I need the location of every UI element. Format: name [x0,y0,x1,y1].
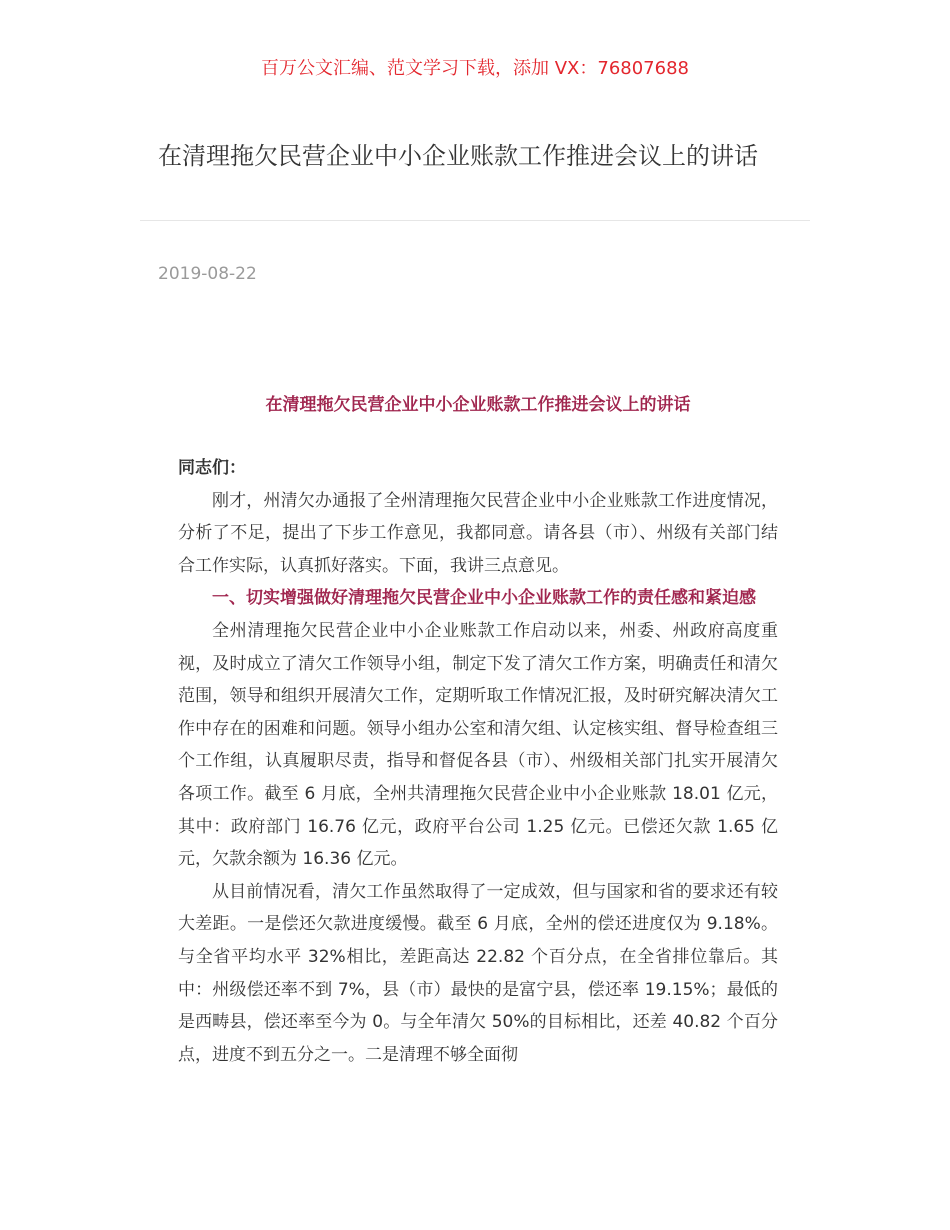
salutation: 同志们： [178,458,246,478]
article-body [178,390,778,1071]
paragraph-intro: 刚才，州清欠办通报了全州清理拖欠民营企业中小企业账款工作进度情况，分析了不足，提出了下步工作意见，我都同意。请各县（市）、州级有关部门结合工作实际，认真抓好落实。下面，我讲三点意见。 [178,490,778,576]
title-divider [140,220,810,221]
paragraph-progress: 全州清理拖欠民营企业中小企业账款工作启动以来，州委、州政府高度重视，及时成立了清欠工作领导小组，制定下发了清欠工作方案，明确责任和清欠范围，领导和组织开展清欠工作，定期听取工作情况汇报，及时研究解决清欠工作中存在的困难和问题。领导小组办公室和清欠组、认定核实组、督导检查组三个工作组，认真履职尽责，指导和督促各县（市）、州级相关部门扎实开展清欠各项工作。截至 6 月底，全州共清理拖欠民营企业中小企业账款 18.01 亿元，其中：政府部门 16.76 亿元，政府平台公司 1.25 亿元。已偿还欠款 1.65 亿元，欠款余额为 16.36 亿元。 [178,620,778,870]
paragraph-gap: 从目前情况看，清欠工作虽然取得了一定成效，但与国家和省的要求还有较大差距。一是偿还欠款进度缓慢。截至 6 月底，全州的偿还进度仅为 9.18%。与全省平均水平 32%相比，差距高达 22.82 个百分点，在全省排位靠后。其中：州级偿还率不到 7%，县（市）最快的是富宁县，偿还率 19.15%；最低的是西畴县，偿还率至今为 0。与全年清欠 50%的目标相比，还差 40.82 个百分点，进度不到五分之一。二是清理不够全面彻 [178,881,778,1065]
publish-date: 2019-08-22 [158,264,257,284]
content-heading: 在清理拖欠民营企业中小企业账款工作推进会议上的讲话 [265,395,691,415]
article-title: 在清理拖欠民营企业中小企业账款工作推进会议上的讲话 [158,142,758,170]
promo-banner: 百万公文汇编、范文学习下载，添加 VX：76807688 [261,58,689,79]
section-heading-1: 一、切实增强做好清理拖欠民营企业中小企业账款工作的责任感和紧迫感 [212,588,756,609]
